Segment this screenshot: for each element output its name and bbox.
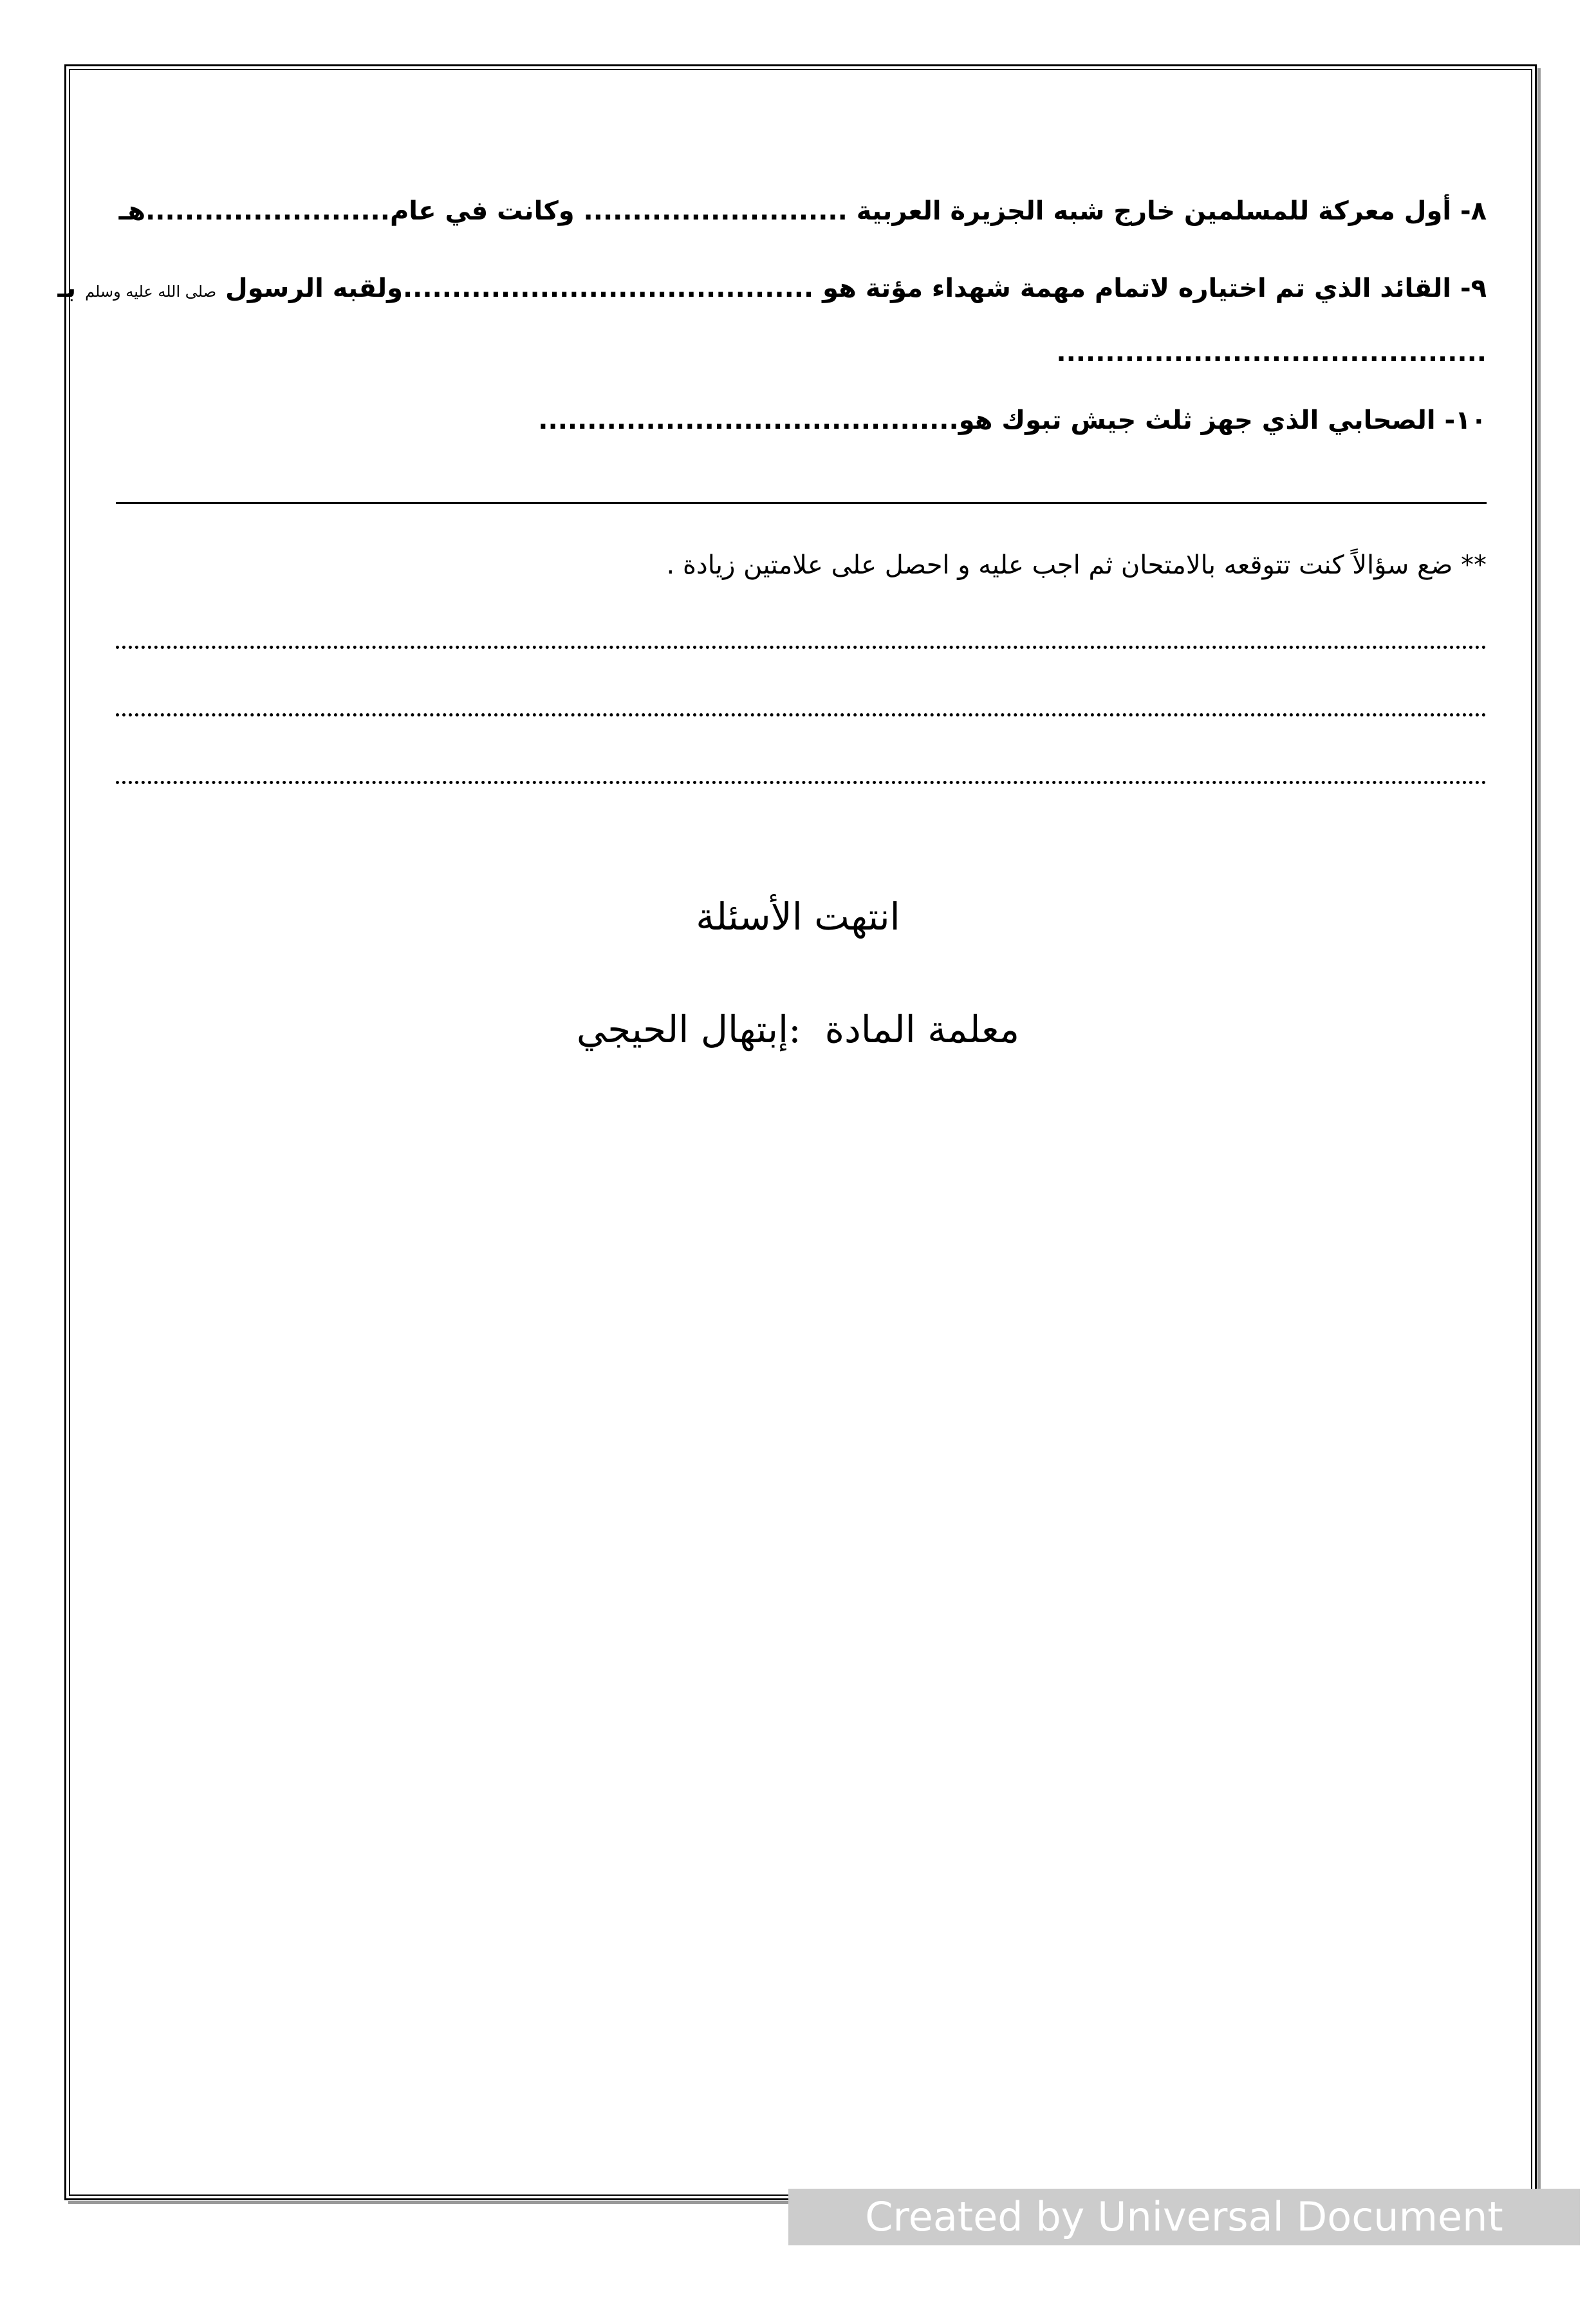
answer-line-1[interactable]	[116, 646, 1487, 649]
section-divider	[116, 502, 1487, 504]
question-9-text: ٩- القائد الذي تم اختياره لاتمام مهمة شهداء مؤتة هو ..........................................ولقبه الرسول	[225, 274, 1487, 303]
watermark: Created by Universal Document Converter	[788, 2189, 1580, 2245]
teacher-label: معلمة المادة	[824, 1007, 1020, 1051]
teacher-signature	[0, 1007, 1596, 1051]
question-8: ٨- أول معركة للمسلمين خارج شبه الجزيرة العربية ........................... وكانت في عام.........................هـ	[118, 196, 1487, 226]
question-9-continuation: ............................................	[1056, 338, 1487, 368]
end-of-questions: انتهت الأسئلة	[696, 895, 900, 939]
honorific: صلى الله عليه وسلم	[85, 283, 217, 301]
answer-line-3[interactable]	[116, 781, 1487, 784]
teacher-name: :إبتهال الحيجي	[576, 1007, 801, 1051]
answer-line-2[interactable]	[116, 713, 1487, 716]
bonus-prompt: ** ضع سؤالاً كنت تتوقعه بالامتحان ثم اجب عليه و احصل على علامتين زيادة .	[666, 550, 1487, 580]
question-9-suffix: بـ	[57, 274, 86, 303]
question-9	[57, 274, 1487, 303]
question-10: ١٠- الصحابي الذي جهز ثلث جيش تبوك هو...........................................	[538, 406, 1487, 435]
page-border	[64, 64, 1537, 2200]
